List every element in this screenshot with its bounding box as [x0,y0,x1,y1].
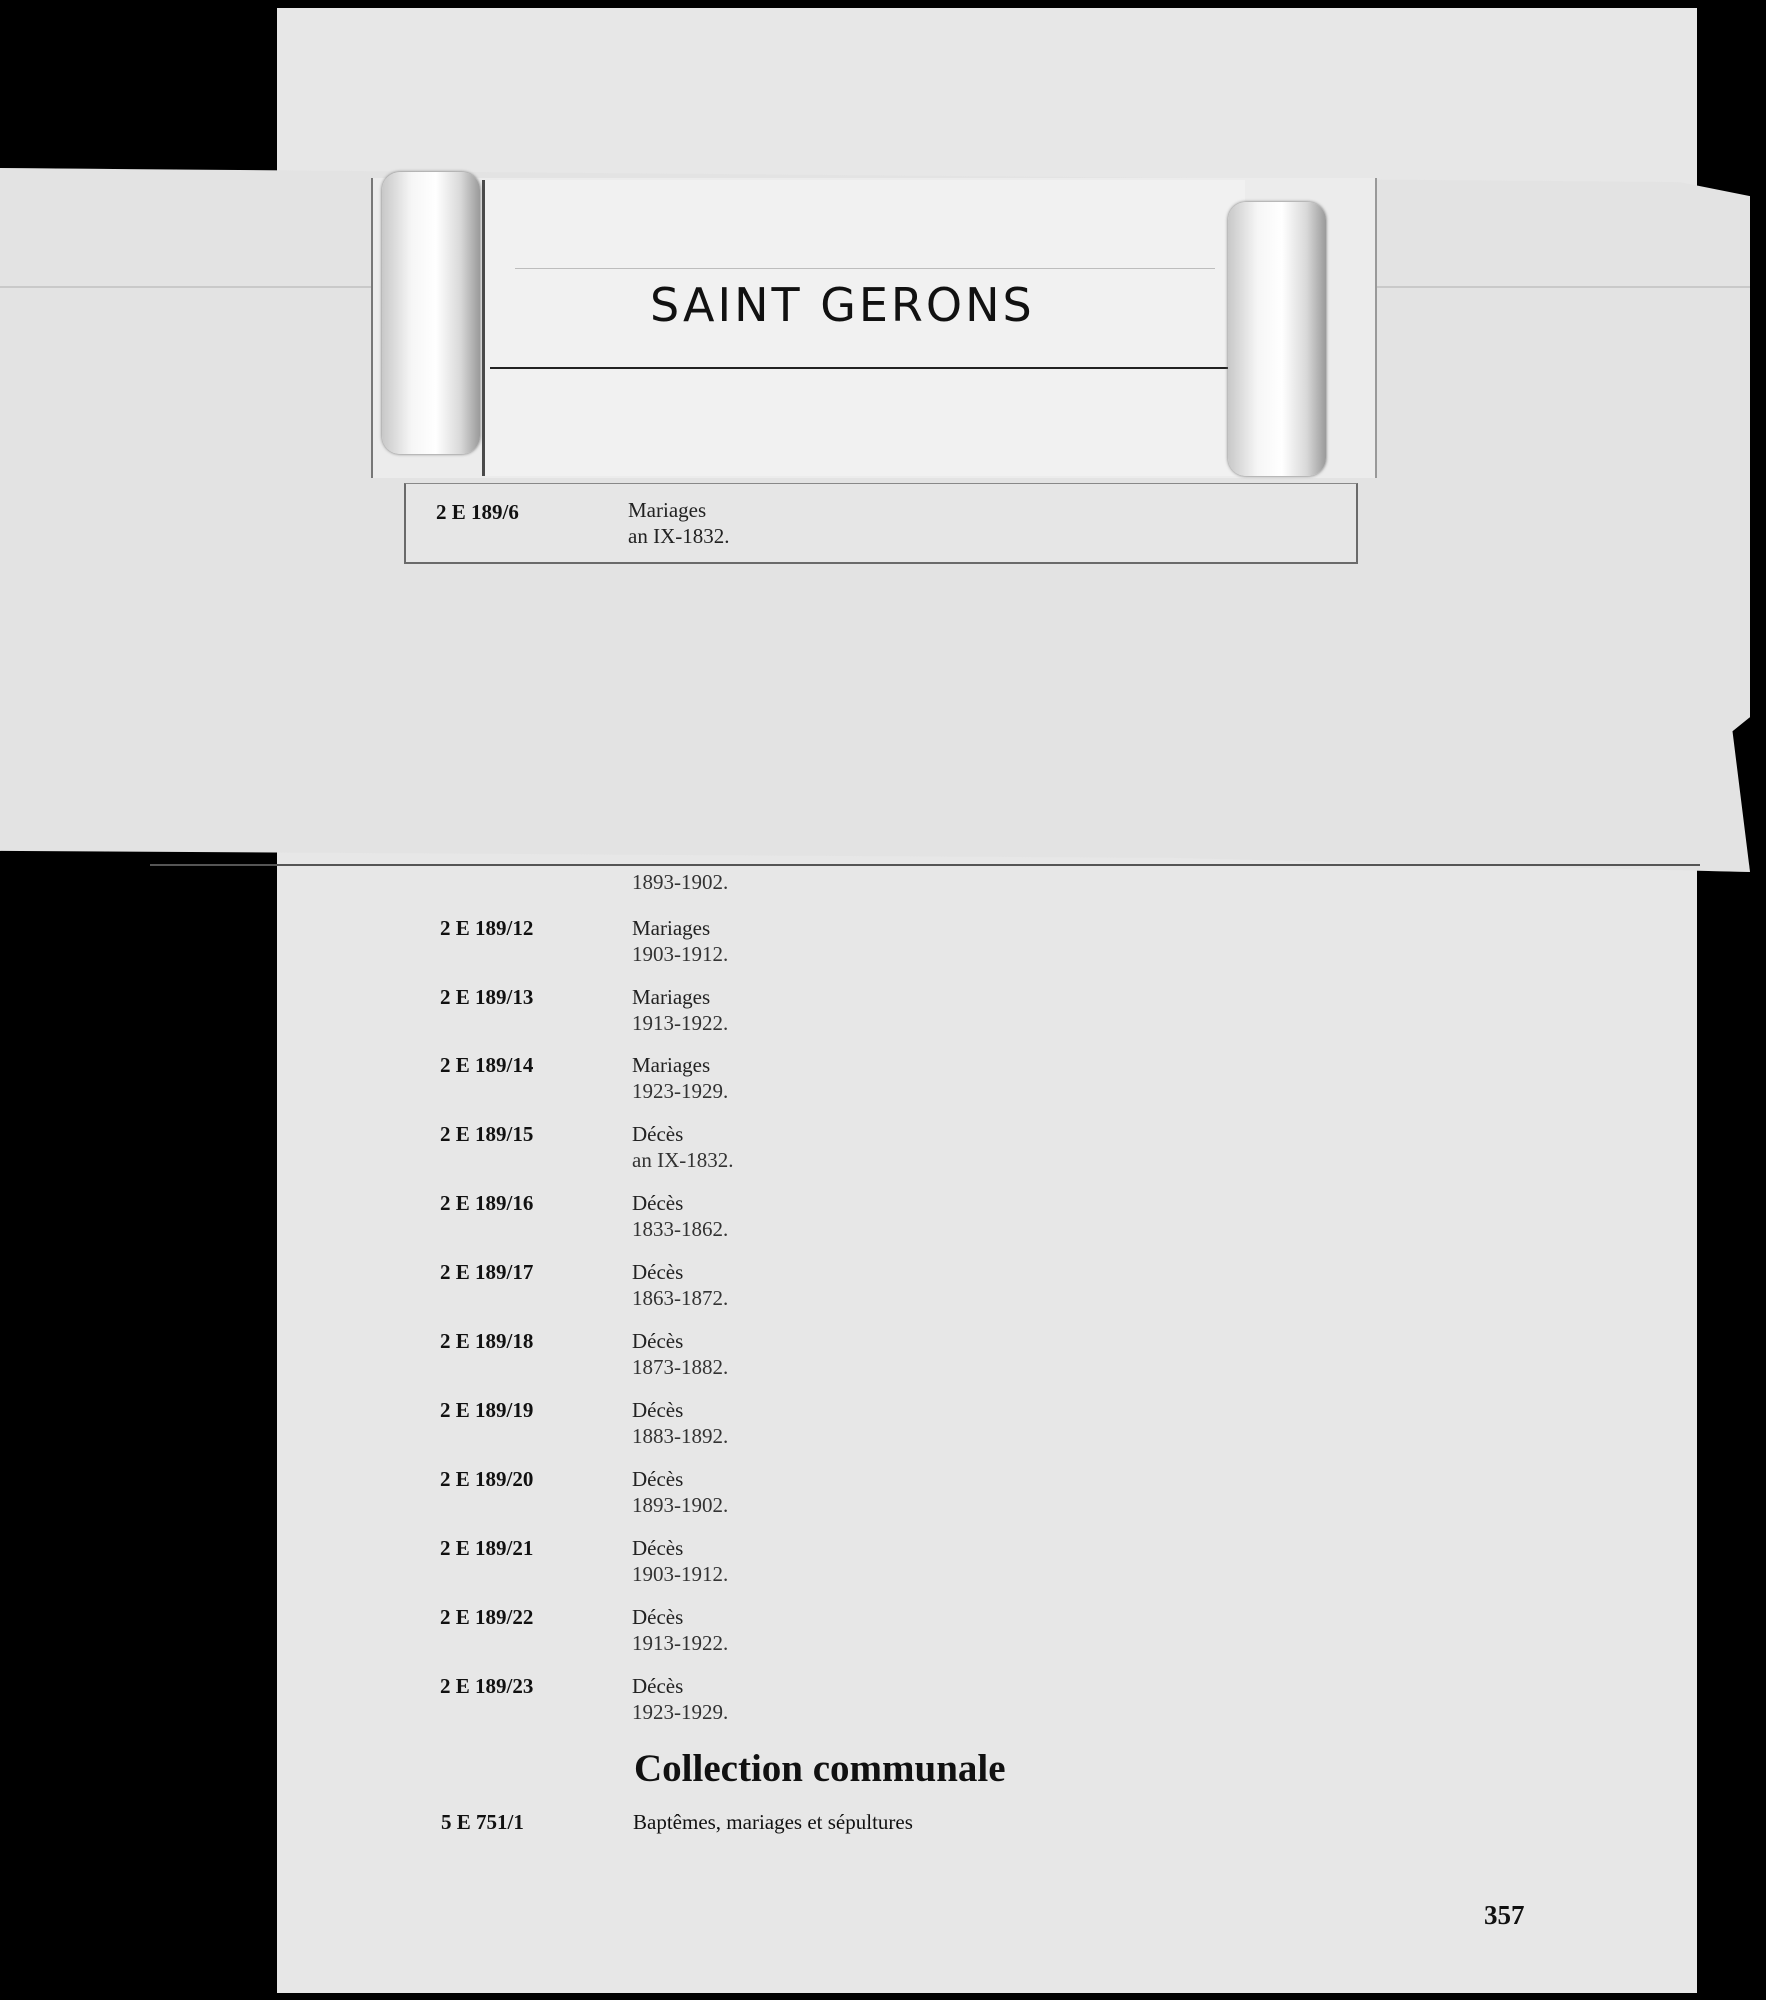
entry-type: Décès [632,1329,684,1353]
entry-code: 2 E 189/20 [440,1467,534,1491]
entry-years: 1893-1902. [632,1493,729,1517]
collection-code: 5 E 751/1 [441,1810,524,1834]
entry-years: 1903-1912. [632,942,729,966]
entry-type: Décès [632,1467,684,1491]
card-entry [404,483,1358,564]
entry-years: 1833-1862. [632,1217,729,1241]
entry-type: Décès [632,1674,684,1698]
entry-type: Décès [632,1536,684,1560]
entry-years: 1873-1882. [632,1355,729,1379]
entry-type: Décès [632,1122,684,1146]
entry-code: 2 E 189/23 [440,1674,534,1698]
entry-code: 2 E 189/13 [440,985,534,1009]
label-title: SAINT GERONS [650,278,1035,332]
entry-type: Mariages [632,985,711,1009]
partial-entry-years: 1893-1902. [632,870,729,894]
entry-type: Décès [632,1191,684,1215]
label-guide-line [515,268,1215,269]
card-bottom-edge [150,864,1700,866]
entry-years: 1923-1929. [632,1079,729,1103]
entry-years: 1903-1912. [632,1562,729,1586]
entry-type: Mariages [628,498,707,522]
collection-description: Baptêmes, mariages et sépultures [633,1810,913,1834]
entry-years: an IX-1832. [632,1148,734,1172]
entry-code: 2 E 189/17 [440,1260,534,1284]
entry-code: 2 E 189/15 [440,1122,534,1146]
label-underline [490,367,1248,369]
entry-years: 1913-1922. [632,1011,729,1035]
entry-years: an IX-1832. [628,524,730,548]
entry-code: 2 E 189/22 [440,1605,534,1629]
entry-code: 2 E 189/18 [440,1329,534,1353]
entry-type: Mariages [632,916,711,940]
page-number: 357 [1484,1900,1525,1930]
entry-years: 1863-1872. [632,1286,729,1310]
binder-clip-right [1228,202,1326,476]
section-title: Collection communale [634,1747,1006,1790]
entry-type: Décès [632,1398,684,1422]
entry-code: 2 E 189/6 [436,500,519,524]
entry-code: 2 E 189/21 [440,1536,534,1560]
entry-code: 2 E 189/16 [440,1191,534,1215]
entry-years: 1883-1892. [632,1424,729,1448]
entry-type: Décès [632,1260,684,1284]
entry-type: Décès [632,1605,684,1629]
entry-type: Mariages [632,1053,711,1077]
entry-code: 2 E 189/14 [440,1053,534,1077]
entry-code: 2 E 189/12 [440,916,534,940]
entry-code: 2 E 189/19 [440,1398,534,1422]
entry-years: 1913-1922. [632,1631,729,1655]
entry-years: 1923-1929. [632,1700,729,1724]
binder-clip-left [382,172,480,454]
